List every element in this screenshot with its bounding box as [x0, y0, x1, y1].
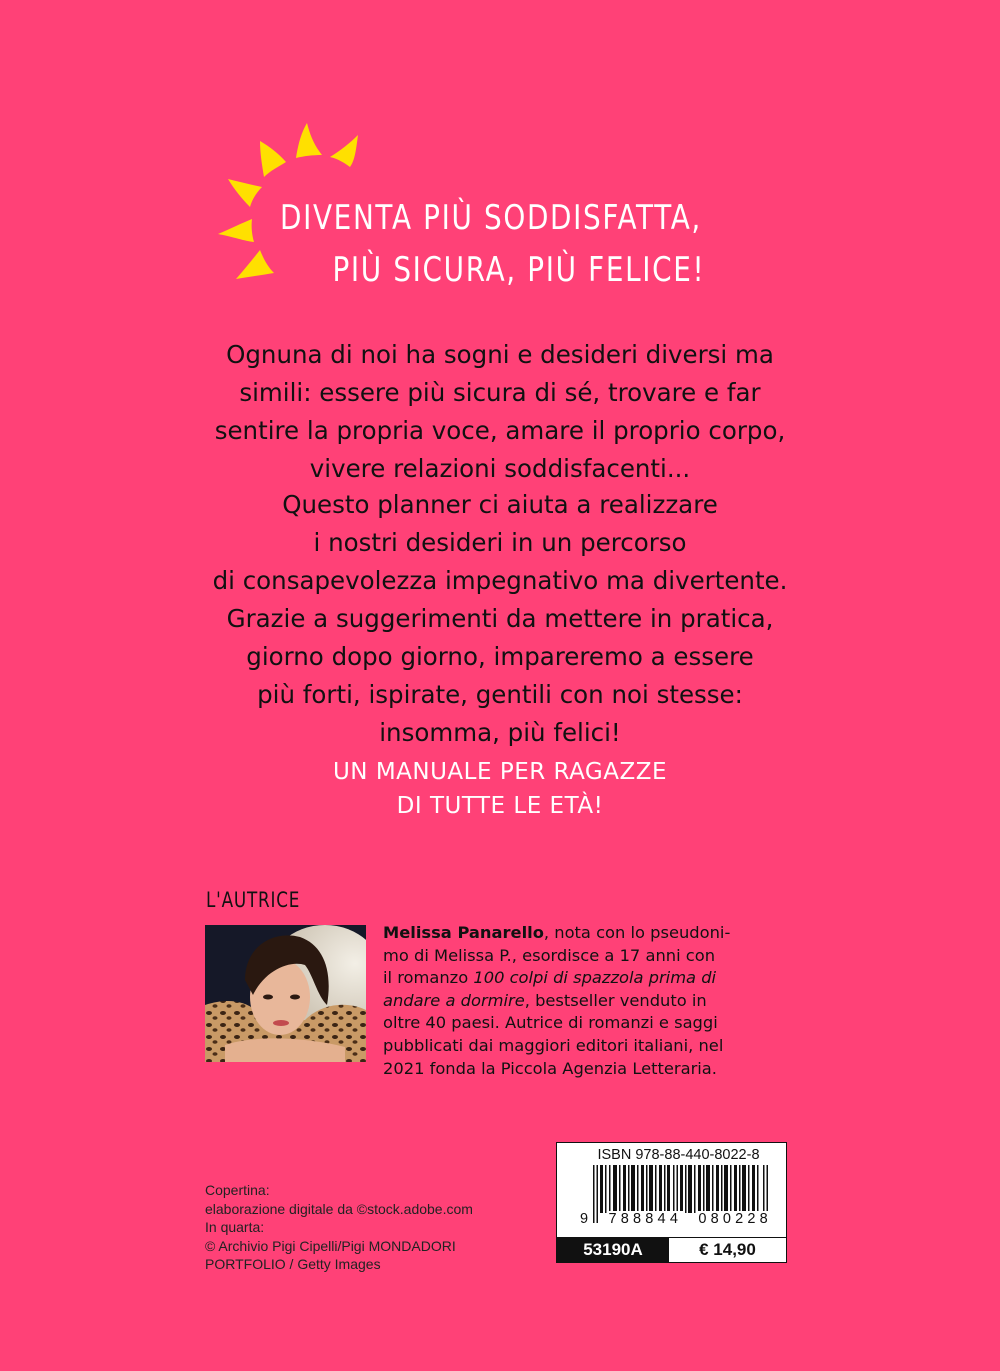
paragraph-line: giorno dopo giorno, impareremo a essere: [246, 642, 754, 671]
paragraph-line: di consapevolezza impegnativo ma divertente.: [212, 566, 788, 595]
headline-line-2: PIÙ SICURA, PIÙ FELICE!: [332, 250, 706, 290]
tagline-line-2: DI TUTTE LE ETÀ!: [396, 793, 604, 819]
isbn-number: ISBN 978-88-440-8022-8: [597, 1147, 760, 1163]
barcode-digits: 9 788844 080228: [580, 1211, 772, 1227]
product-code: 53190A: [557, 1237, 669, 1262]
credit-line: elaborazione digitale da ©stock.adobe.com: [205, 1200, 473, 1217]
paragraph-line: insomma, più felici!: [379, 718, 621, 747]
paragraph-line: più forti, ispirate, gentili con noi stesse:: [257, 680, 743, 709]
headline: [280, 192, 706, 296]
credit-line: © Archivio Pigi Cipelli/Pigi MONDADORI: [205, 1237, 456, 1254]
credit-line: In quarta:: [205, 1219, 265, 1235]
description-paragraph: [150, 486, 850, 752]
paragraph-line: Grazie a suggerimenti da mettere in pratica,: [226, 604, 774, 633]
paragraph-line: Ognuna di noi ha sogni e desideri diversi ma: [226, 340, 774, 369]
barcode-label: [556, 1142, 787, 1263]
intro-paragraph: [150, 336, 850, 488]
author-photo: [205, 925, 366, 1062]
paragraph-line: sentire la propria voce, amare il proprio corpo,: [214, 416, 786, 445]
headline-line-1: DIVENTA PIÙ SODDISFATTA,: [280, 198, 702, 238]
paragraph-line: simili: essere più sicura di sé, trovare e far: [239, 378, 761, 407]
book-title-cont: andare a dormire: [383, 990, 525, 1010]
tagline-line-1: UN MANUALE PER RAGAZZE: [332, 759, 668, 785]
image-credits: [205, 1181, 473, 1274]
author-bio: Melissa Panarello, nota con lo pseudoni- mo di Melissa P., esordisce a 17 anni con il romanzo 100 colpi di spazzola prima di andare a dormire, bestseller venduto in oltre 40 paesi. Autrice di romanzi e saggi pubblicati dai maggiori editori italiani, nel 2021 fonda la Piccola Agenzia Letteraria.: [383, 923, 731, 1078]
credit-line: PORTFOLIO / Getty Images: [205, 1256, 381, 1272]
paragraph-line: Questo planner ci aiuta a realizzare: [282, 490, 718, 519]
author-portrait-image: [205, 925, 366, 1062]
book-title: 100 colpi di spazzola prima di: [473, 968, 717, 988]
author-name: Melissa Panarello: [383, 923, 544, 942]
tagline: [250, 755, 750, 823]
credit-line: Copertina:: [205, 1182, 270, 1198]
price: € 14,90: [669, 1237, 786, 1262]
paragraph-line: vivere relazioni soddisfacenti...: [309, 454, 691, 483]
author-section-label: L'AUTRICE: [206, 888, 301, 912]
paragraph-line: i nostri desideri in un percorso: [313, 528, 687, 557]
